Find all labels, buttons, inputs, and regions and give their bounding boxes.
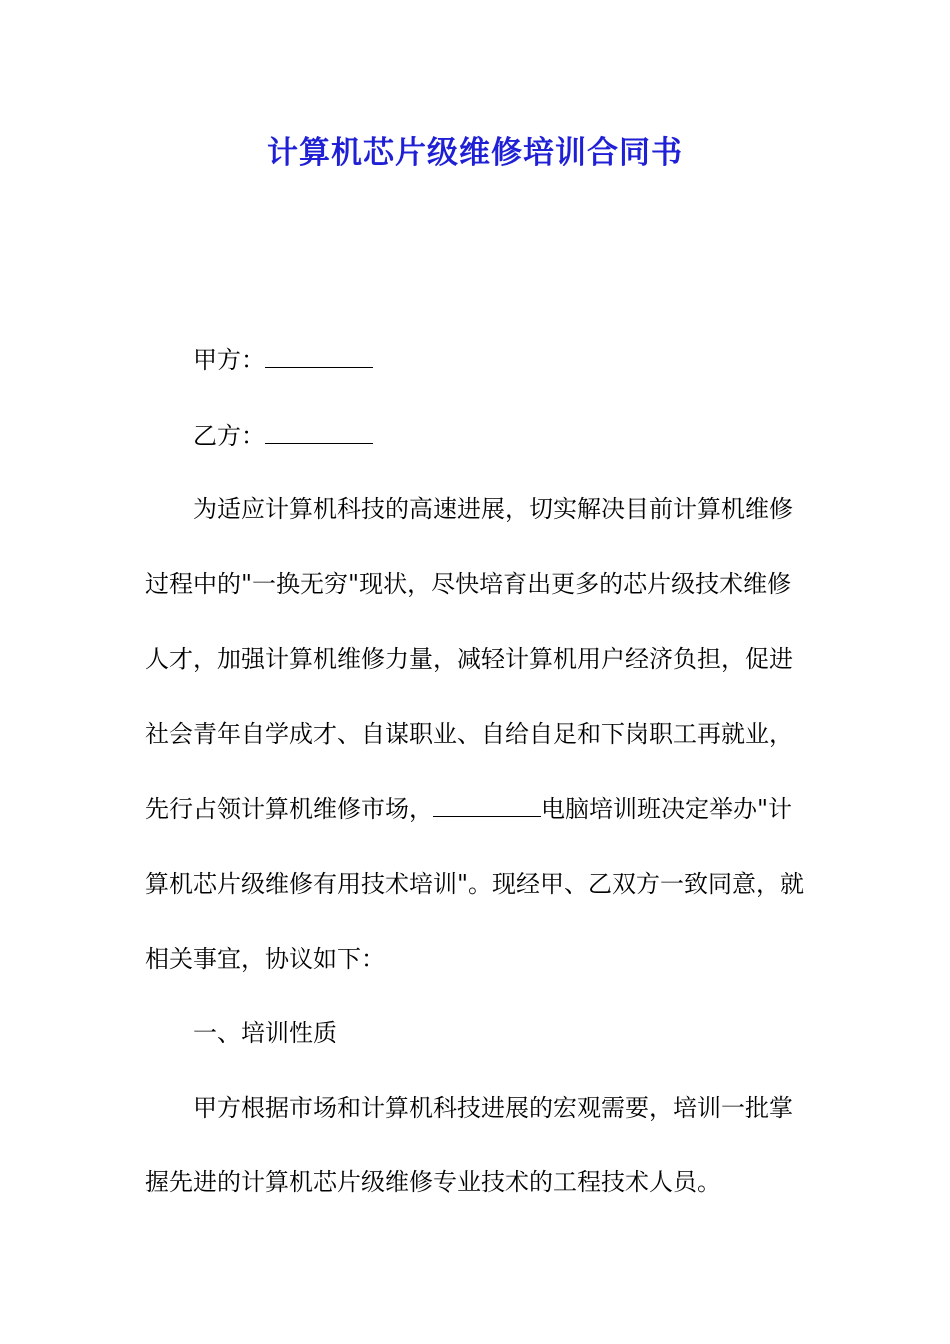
party-b-label: 乙方： <box>193 422 265 450</box>
document-title: 计算机芯片级维修培训合同书 <box>267 135 683 171</box>
preamble-line: 过程中的"一换无穷"现状，尽快培育出更多的芯片级技术维修 <box>145 570 792 598</box>
preamble-line-part: 先行占领计算机维修市场， <box>145 795 433 823</box>
party-a-label: 甲方： <box>193 346 265 374</box>
preamble-line: 算机芯片级维修有用技术培训"。现经甲、乙双方一致同意，就 <box>145 870 805 898</box>
section-body-line: 握先进的计算机芯片级维修专业技术的工程技术人员。 <box>145 1168 721 1196</box>
preamble-line <box>145 792 825 826</box>
section-heading: 一、培训性质 <box>193 1019 337 1047</box>
preamble-line: 人才，加强计算机维修力量，减轻计算机用户经济负担，促进 <box>145 645 793 673</box>
section-body-line: 甲方根据市场和计算机科技进展的宏观需要，培训一批掌 <box>193 1094 793 1122</box>
preamble-line: 相关事宜，协议如下： <box>145 945 385 973</box>
preamble-line: 为适应计算机科技的高速进展，切实解决目前计算机维修 <box>193 495 793 523</box>
preamble-line-part: 电脑培训班决定举办"计 <box>541 795 793 823</box>
school-name-blank <box>433 794 541 817</box>
party-a-line <box>193 343 873 377</box>
party-b-blank <box>265 421 373 444</box>
party-b-line <box>193 419 873 453</box>
preamble-line: 社会青年自学成才、自谋职业、自给自足和下岗职工再就业， <box>145 720 793 748</box>
party-a-blank <box>265 345 373 368</box>
